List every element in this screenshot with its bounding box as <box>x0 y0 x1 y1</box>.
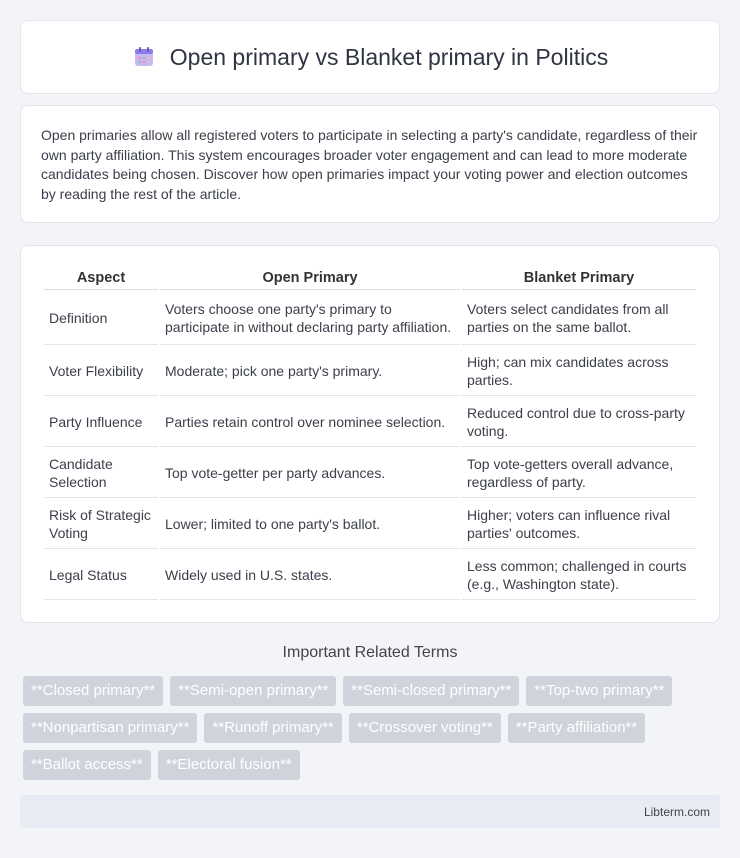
header-blanket-primary: Blanket Primary <box>462 268 696 290</box>
related-terms-list <box>23 676 723 787</box>
cell-aspect: Risk of Strategic Voting <box>44 500 158 549</box>
cell-open: Top vote-getter per party advances. <box>160 449 460 498</box>
related-term-tag[interactable]: **Ballot access** <box>23 750 151 780</box>
cell-aspect: Legal Status <box>44 551 158 600</box>
calendar-icon <box>132 45 156 69</box>
related-term-tag[interactable]: **Party affiliation** <box>508 713 645 743</box>
cell-open: Widely used in U.S. states. <box>160 551 460 600</box>
related-terms-title: Important Related Terms <box>282 644 458 661</box>
related-term-tag[interactable]: **Runoff primary** <box>204 713 341 743</box>
title-card <box>20 20 720 94</box>
cell-blanket: Reduced control due to cross-party voting. <box>462 398 696 447</box>
related-term-tag[interactable]: **Crossover voting** <box>349 713 501 743</box>
related-term-tag[interactable]: **Electoral fusion** <box>158 750 300 780</box>
intro-text: Open primaries allow all registered voters to participate in selecting a party's candidate, regardless of their own party affiliation. This system encourages broader voter engagement and can lead to more moderate candidates being chosen. Discover how open primaries impact your voting power and election outcomes by reading the rest of the article. <box>41 127 698 202</box>
page-title: Open primary vs Blanket primary in Politics <box>169 43 609 70</box>
cell-blanket: Top vote-getters overall advance, regardless of party. <box>462 449 696 498</box>
cell-aspect: Voter Flexibility <box>44 347 158 396</box>
cell-open: Voters choose one party's primary to participate in without declaring party affiliation. <box>160 292 460 345</box>
cell-blanket: Voters select candidates from all parties on the same ballot. <box>462 292 696 345</box>
table-row <box>44 398 696 447</box>
related-term-tag[interactable]: **Semi-closed primary** <box>343 676 519 706</box>
table-row <box>44 449 696 498</box>
header-aspect: Aspect <box>44 268 158 290</box>
related-term-tag[interactable]: **Closed primary** <box>23 676 163 706</box>
cell-blanket: High; can mix candidates across parties. <box>462 347 696 396</box>
header-open-primary: Open Primary <box>160 268 460 290</box>
cell-aspect: Candidate Selection <box>44 449 158 498</box>
cell-blanket: Less common; challenged in courts (e.g., Washington state). <box>462 551 696 600</box>
table-row <box>44 347 696 396</box>
cell-blanket: Higher; voters can influence rival parties' outcomes. <box>462 500 696 549</box>
cell-aspect: Party Influence <box>44 398 158 447</box>
related-term-tag[interactable]: **Top-two primary** <box>526 676 672 706</box>
related-term-tag[interactable]: **Semi-open primary** <box>170 676 336 706</box>
footer <box>20 795 720 828</box>
cell-aspect: Definition <box>44 292 158 345</box>
comparison-table <box>42 266 698 602</box>
table-row <box>44 500 696 549</box>
intro-card <box>20 105 720 223</box>
table-header-row <box>44 268 696 290</box>
cell-open: Parties retain control over nominee selection. <box>160 398 460 447</box>
related-term-tag[interactable]: **Nonpartisan primary** <box>23 713 197 743</box>
footer-brand[interactable]: Libterm.com <box>643 804 710 819</box>
cell-open: Moderate; pick one party's primary. <box>160 347 460 396</box>
comparison-card <box>20 245 720 623</box>
cell-open: Lower; limited to one party's ballot. <box>160 500 460 549</box>
table-row <box>44 292 696 345</box>
table-row <box>44 551 696 600</box>
